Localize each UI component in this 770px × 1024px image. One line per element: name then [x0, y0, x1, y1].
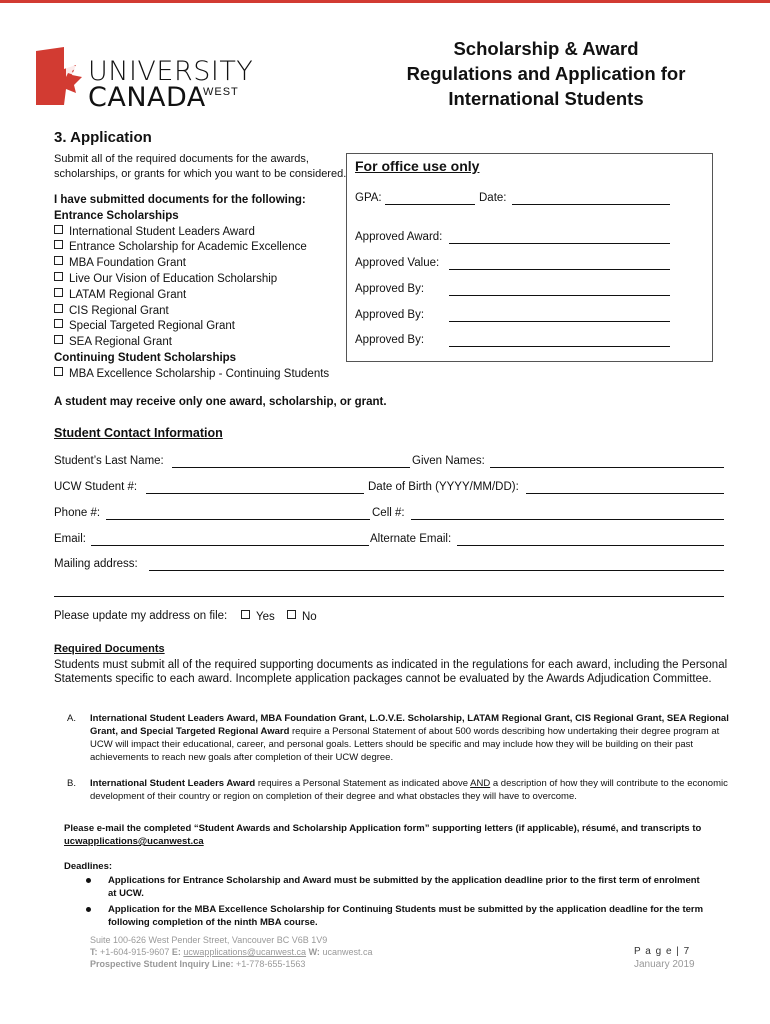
deadlines-heading: Deadlines:	[64, 861, 113, 872]
footer-date: January 2019	[634, 959, 695, 970]
student-number-label: UCW Student #:	[54, 481, 138, 493]
email-field[interactable]	[91, 545, 369, 546]
checkbox[interactable]	[54, 335, 63, 344]
one-award-note: A student may receive only one award, scholarship, or grant.	[54, 396, 387, 408]
item-a-marker: A.	[67, 713, 76, 724]
footer-contact-line: T: +1-604-915-9607 E: ucwapplications@ucanwest.ca W: ucanwest.ca	[90, 947, 373, 957]
yes-option[interactable]: Yes	[241, 610, 275, 623]
checkbox[interactable]	[54, 272, 63, 281]
given-names-label: Given Names:	[412, 455, 485, 467]
checkbox[interactable]	[54, 225, 63, 234]
top-accent-line	[0, 0, 770, 3]
logo-west-text: WEST	[203, 86, 239, 98]
entrance-item[interactable]: CIS Regional Grant	[54, 304, 344, 320]
dob-field[interactable]	[526, 493, 724, 494]
office-use-box	[346, 153, 713, 362]
approved-award-label: Approved Award:	[355, 231, 443, 243]
entrance-item[interactable]: Special Targeted Regional Grant	[54, 319, 344, 335]
checkbox[interactable]	[54, 304, 63, 313]
email-instructions: Please e-mail the completed “Student Awards and Scholarship Application form” supporting letters (if applicable), résumé, and transcripts to ucwapplications@ucanwest.ca	[64, 823, 702, 847]
required-text: Students must submit all of the required supporting documents as indicated in the regulations for each award, including the Personal Statements specific to each award. Incomplete application packages cannot be evaluated by the Awards Adjudication Committee.	[54, 659, 728, 685]
footer-address: Suite 100-626 West Pender Street, Vancouver BC V6B 1V9	[90, 935, 328, 945]
alt-email-field[interactable]	[457, 545, 724, 546]
phone-field[interactable]	[106, 519, 370, 520]
given-names-field[interactable]	[490, 467, 724, 468]
continuing-item[interactable]: MBA Excellence Scholarship - Continuing Students	[54, 367, 344, 383]
update-address-question: Please update my address on file:	[54, 610, 228, 622]
item-b-text: International Student Leaders Award requires a Personal Statement as indicated above AND a description of how they will contribute to the economic development of their country or region on completion of their degree and what obstacles they will have to overcome.	[90, 778, 728, 802]
entrance-item[interactable]: International Student Leaders Award	[54, 225, 344, 241]
last-name-field[interactable]	[172, 467, 410, 468]
checkbox[interactable]	[54, 240, 63, 249]
item-a-text: International Student Leaders Award, MBA Foundation Grant, L.O.V.E. Scholarship, LATAM Regional Grant, CIS Regional Grant, SEA Regional Grant, and Special Targeted Regional Award require a Personal Statement of about 500 words describing how undertaking their degree program at UCW will impact their educational, career, and personal goals. Letters should be specific and may include how they will be building on their past achievements to reach new goals after completion of their UCW degree.	[90, 713, 729, 763]
approved-by-label: Approved By:	[355, 334, 425, 346]
checkbox[interactable]	[241, 610, 250, 619]
approved-value-field[interactable]	[449, 269, 670, 270]
deadline-item: Applications for Entrance Scholarship and Award must be submitted by the application deadline prior to the first term of enrolment at UCW.	[90, 874, 710, 900]
footer-phone: +1-604-915-9607	[100, 947, 170, 957]
approved-value-label: Approved Value:	[355, 257, 440, 269]
footer-web-link[interactable]: ucanwest.ca	[322, 947, 373, 957]
approved-by-field[interactable]	[449, 295, 670, 296]
submitted-heading: I have submitted documents for the following:	[54, 194, 306, 206]
entrance-heading: Entrance Scholarships	[54, 209, 179, 222]
submission-email-link[interactable]: ucwapplications@ucanwest.ca	[64, 836, 204, 847]
title-line-1: Scholarship & Award	[453, 38, 639, 59]
cell-field[interactable]	[411, 519, 724, 520]
mailing-label: Mailing address:	[54, 558, 138, 570]
checkbox[interactable]	[287, 610, 296, 619]
entrance-item[interactable]: Live Our Vision of Education Scholarship	[54, 272, 344, 288]
bullet-icon	[86, 907, 91, 912]
required-heading: Required Documents	[54, 643, 165, 655]
approved-by-label: Approved By:	[355, 283, 425, 295]
office-heading: For office use only	[355, 158, 480, 174]
approved-award-field[interactable]	[449, 243, 670, 244]
item-b-marker: B.	[67, 778, 76, 789]
contact-heading: Student Contact Information	[54, 426, 223, 440]
footer-email-link[interactable]: ucwapplications@ucanwest.ca	[183, 947, 307, 957]
submitted-list	[54, 193, 344, 383]
footer-contact	[90, 934, 372, 970]
entrance-item[interactable]: SEA Regional Grant	[54, 335, 344, 351]
entrance-item[interactable]: Entrance Scholarship for Academic Excellence	[54, 240, 344, 256]
mailing-field-line-2[interactable]	[54, 596, 724, 597]
date-field[interactable]	[512, 204, 670, 205]
dob-label: Date of Birth (YYYY/MM/DD):	[368, 481, 519, 493]
footer-inquiry: Prospective Student Inquiry Line: +1-778-655-1563	[90, 959, 306, 969]
section-heading: 3. Application	[54, 129, 152, 146]
logo-university-text: UNIVERSITY	[88, 56, 254, 87]
gpa-label: GPA:	[355, 192, 382, 204]
approved-by-label: Approved By:	[355, 309, 425, 321]
email-label: Email:	[54, 533, 86, 545]
page-number: P a g e | 7	[634, 946, 691, 957]
checkbox[interactable]	[54, 367, 63, 376]
title-line-3: International Students	[448, 88, 644, 109]
last-name-label: Student’s Last Name:	[54, 455, 164, 467]
logo-canada-text: CANADA	[88, 82, 206, 113]
intro-line-1: Submit all of the required documents for the awards,	[54, 153, 309, 165]
checkbox[interactable]	[54, 288, 63, 297]
cell-label: Cell #:	[372, 507, 405, 519]
deadline-item: Application for the MBA Excellence Scholarship for Continuing Students must be submitted by the application deadline for the term following completion of the ninth MBA course.	[90, 903, 710, 929]
maple-leaf-logo-icon	[36, 47, 82, 105]
bullet-icon	[86, 878, 91, 883]
continuing-heading: Continuing Student Scholarships	[54, 351, 237, 364]
student-number-field[interactable]	[146, 493, 364, 494]
intro-line-2: scholarships, or grants for which you want to be considered.	[54, 168, 347, 180]
checkbox[interactable]	[54, 319, 63, 328]
date-label: Date:	[479, 192, 507, 204]
entrance-item[interactable]: MBA Foundation Grant	[54, 256, 344, 272]
phone-label: Phone #:	[54, 507, 101, 519]
alt-email-label: Alternate Email:	[370, 533, 452, 545]
approved-by-field[interactable]	[449, 321, 670, 322]
approved-by-field[interactable]	[449, 346, 670, 347]
document-title	[396, 36, 696, 111]
checkbox[interactable]	[54, 256, 63, 265]
entrance-item[interactable]: LATAM Regional Grant	[54, 288, 344, 304]
gpa-field[interactable]	[385, 204, 475, 205]
no-option[interactable]: No	[287, 610, 317, 623]
mailing-field[interactable]	[149, 570, 724, 571]
application-intro	[54, 152, 346, 182]
title-line-2: Regulations and Application for	[406, 63, 686, 84]
